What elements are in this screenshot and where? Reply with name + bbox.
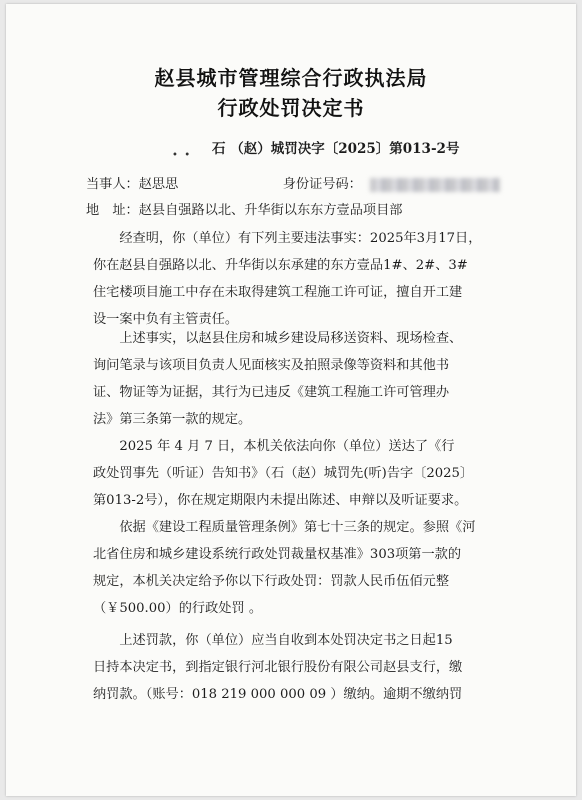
party-name: 当事人：赵思思 bbox=[86, 177, 179, 192]
body-line: 日持本决定书，到指定银行河北银行股份有限公司赵县支行，缴 bbox=[93, 660, 463, 675]
body-line: 你在赵县自强路以北、升华街以东承建的东方壹品1#、2#、3# bbox=[93, 258, 468, 273]
body-line: 纳罚款。（账号：018 219 000 000 09 ）缴纳。逾期不缴纳罚 bbox=[93, 687, 463, 702]
address-line: 地 址：赵县自强路以北、升华街以东东方壹品项目部 bbox=[86, 203, 403, 218]
party-line bbox=[86, 176, 518, 194]
ink-dots: • • bbox=[172, 150, 191, 161]
body-line: 询问笔录与该项目负责人见面核实及拍照录像等资料和其他书 bbox=[93, 358, 450, 373]
body-line: 经查明，你（单位）有下列主要违法事实：2025年3月17日， bbox=[93, 231, 482, 246]
body-line: 上述事实，以赵县住房和城乡建设局移送资料、现场检查、 bbox=[93, 331, 463, 346]
body-line: 证、物证等为证据，其行为已违反《建筑工程施工许可管理办 bbox=[93, 385, 450, 400]
body-line: 北省住房和城乡建设系统行政处罚裁量权基准》303项第一款的 bbox=[93, 547, 462, 562]
body-line: 政处罚事先（听证）告知书》（石（赵）城罚先(听)告字〔2025〕 bbox=[93, 466, 474, 481]
body-line: （￥500.00）的行政处罚 。 bbox=[93, 601, 263, 616]
document-type-title: 行政处罚决定书 bbox=[217, 96, 365, 120]
body-line: 第013-2号），你在规定期限内未提出陈述、申辩以及听证要求。 bbox=[93, 493, 468, 508]
id-number-label: 身份证号码： bbox=[282, 177, 362, 192]
body-line: 法》第三条第一款的规定。 bbox=[93, 412, 252, 427]
body-line: 依据《建设工程质量管理条例》第七十三条的规定。参照《河 bbox=[93, 520, 476, 535]
body-line: 设一案中负有主管责任。 bbox=[93, 312, 239, 327]
body-line: 规定，本机关决定给予你以下行政处罚：罚款人民币伍佰元整 bbox=[93, 574, 450, 589]
body-line: 2025 年 4 月 7 日，本机关依法向你（单位）送达了《行 bbox=[93, 439, 455, 454]
document-number: 石 （赵）城罚决字〔2025〕第013-2号 bbox=[212, 141, 460, 157]
body-line: 住宅楼项目施工中存在未取得建筑工程施工许可证，擅自开工建 bbox=[93, 285, 463, 300]
document-page bbox=[6, 4, 576, 796]
body-line: 上述罚款，你（单位）应当自收到本处罚决定书之日起15 bbox=[93, 633, 453, 648]
org-title: 赵县城市管理综合行政执法局 bbox=[154, 66, 428, 90]
redacted-id-number bbox=[370, 178, 500, 192]
